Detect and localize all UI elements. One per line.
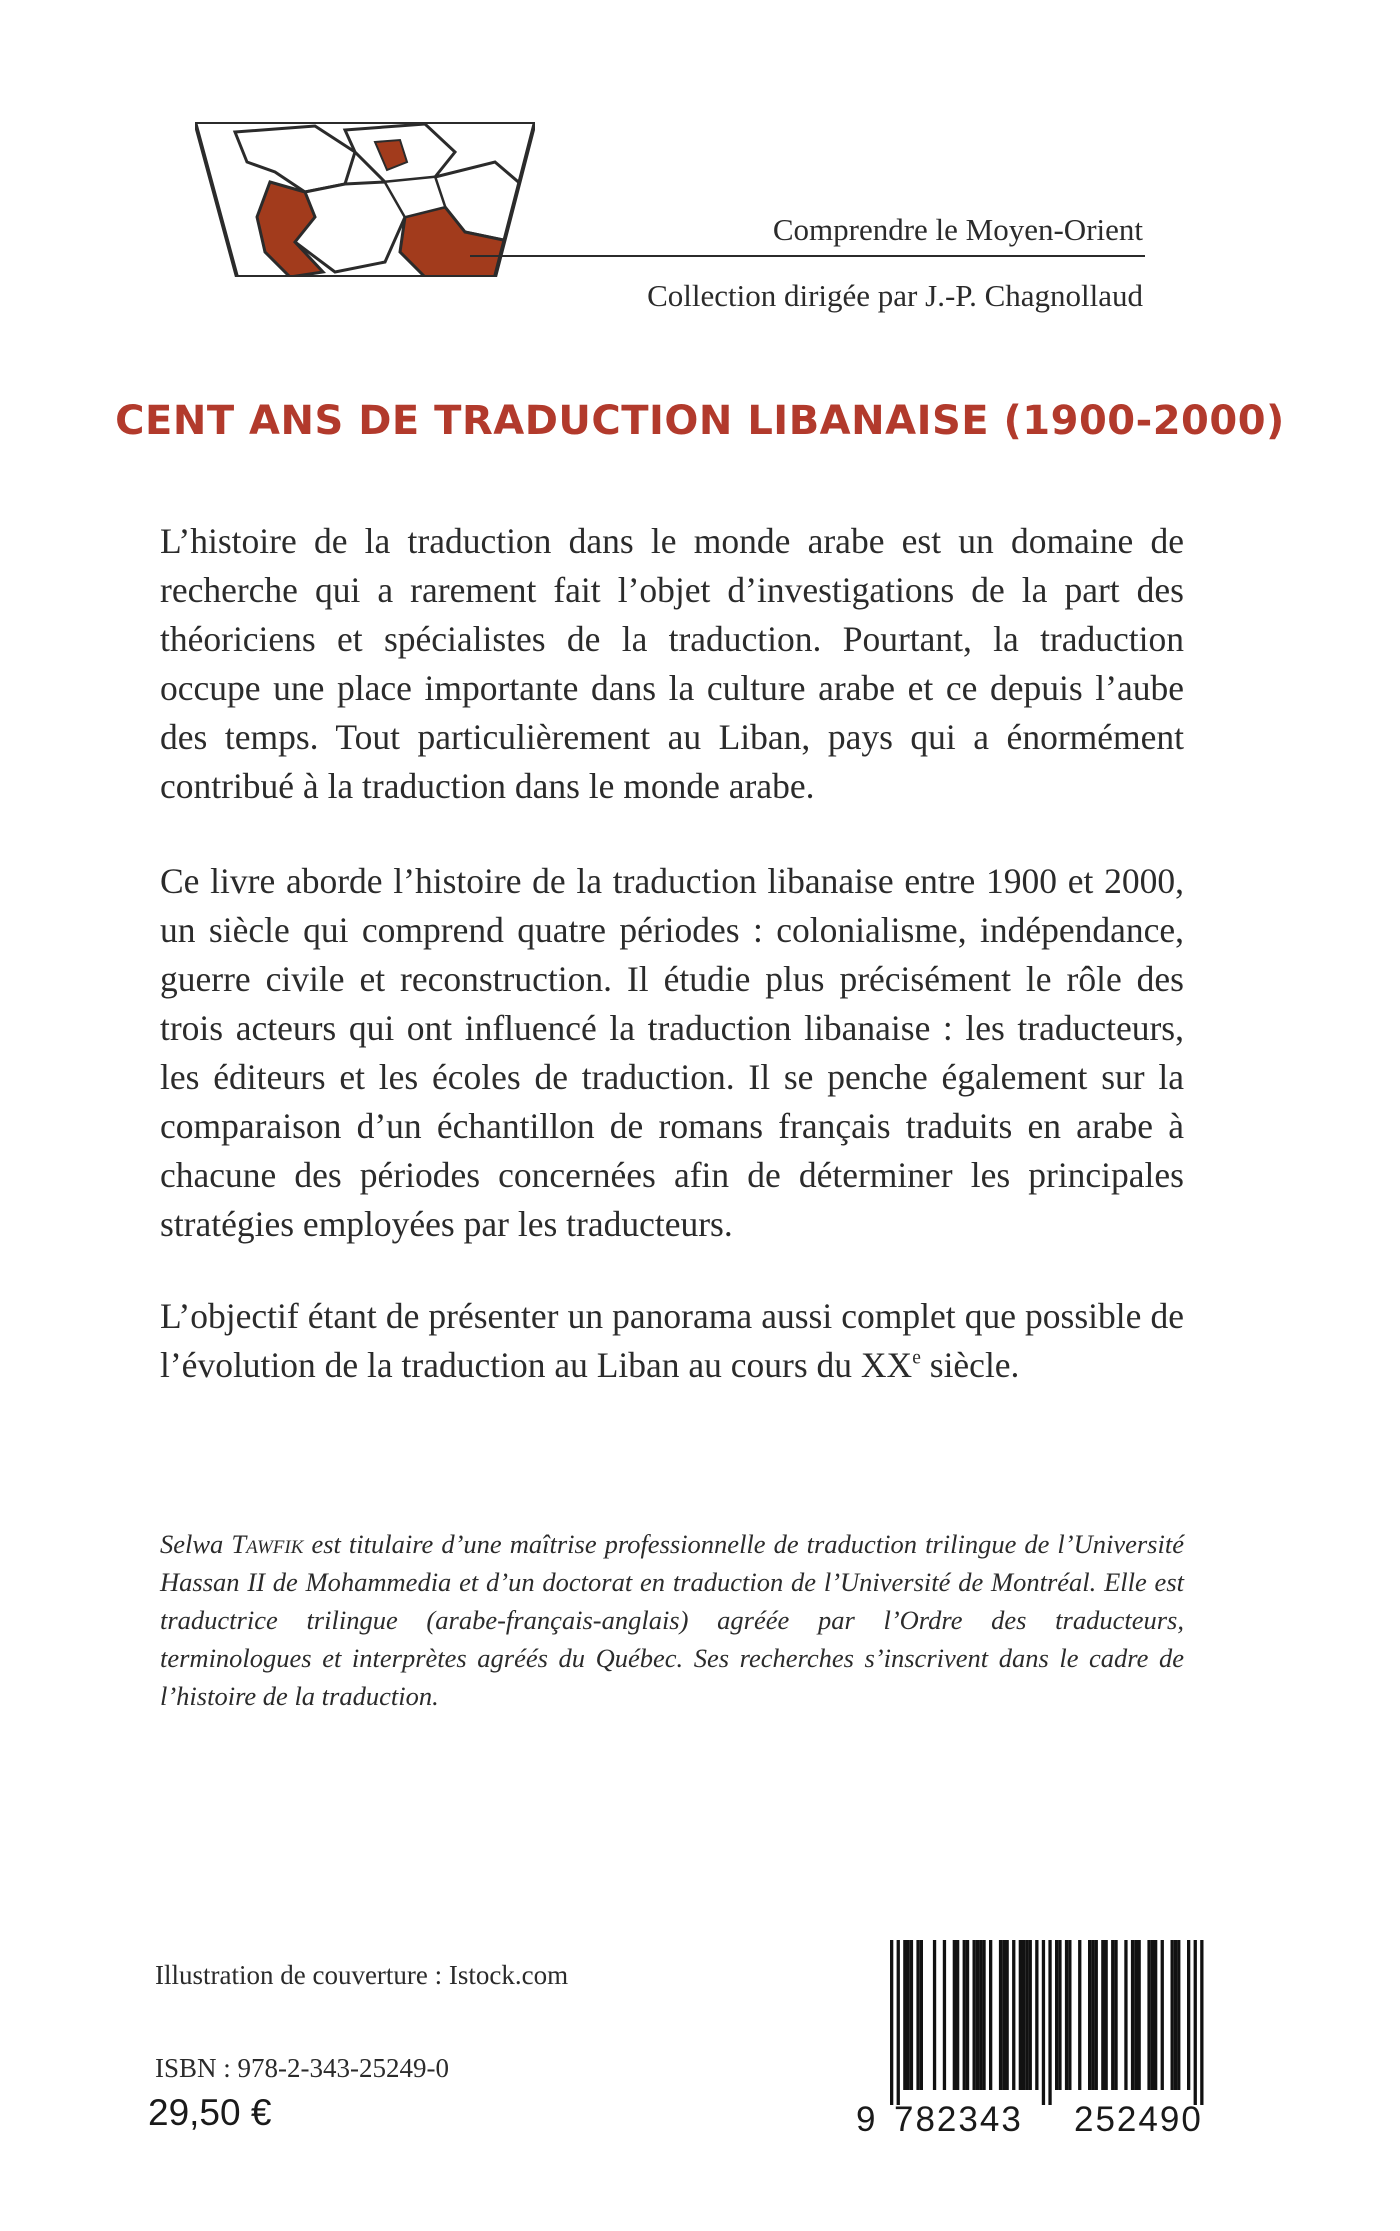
barcode-bar [1177,1940,1180,2090]
price: 29,50 € [148,2092,272,2133]
barcode-bar [1114,1940,1117,2090]
barcode-bar [1105,1940,1108,2090]
barcode-bar [1078,1940,1081,2090]
barcode-bar [897,1940,900,2105]
barcode-bar [1171,1940,1174,2090]
barcode-bar [1154,1940,1157,2090]
summary-paragraph-3 [160,1292,1184,1390]
barcode-bar [1161,1940,1164,2090]
barcode-bar [979,1940,982,2090]
barcode-bar [1065,1940,1068,2090]
barcode-bar [956,1940,959,2090]
barcode-bar [943,1940,946,2090]
barcode-bar [1138,1940,1141,2090]
barcode-bar [933,1940,936,2090]
barcode-bar [907,1940,910,2090]
series-name: Comprendre le Moyen-Orient [772,212,1143,247]
barcode-bar [1042,1940,1045,2105]
century-superscript: e [912,1347,921,1369]
barcode-bar [1088,1940,1091,2090]
barcode-bar [1111,1940,1114,2090]
barcode-digits [852,2100,1250,2148]
barcode-bar [1055,1940,1058,2090]
barcode-bar [999,1940,1002,2090]
barcode-bar [966,1940,969,2090]
barcode-bar [1019,1940,1022,2090]
barcode-bar [1131,1940,1134,2090]
barcode-bar [1002,1940,1005,2090]
header-rule [470,255,1145,257]
barcode-bar [976,1940,979,2090]
barcode-bar [920,1940,923,2090]
middle-east-map-logo [195,122,535,277]
barcode-left-group: 782343 [894,2100,1023,2139]
barcode-bar [953,1940,956,2090]
author-bio-text: est titulaire d’une maîtrise professionnelle de traduction trilingue de l’Université Hassan II de Mohammedia et d’un doctorat en traduction de l’Université de Montréal. Elle est traductrice trilingue (arabe-français-anglais) agréée par l’Ordre des traducteurs, terminologues et interprètes agréés du Québec. Ses recherches s’inscrivent dans le cadre de l’histoire de la traduction. [160,1529,1184,1711]
barcode-bar [916,1940,919,2090]
barcode-bar [1048,1940,1051,2105]
barcode [852,1940,1250,2158]
author-surname: Tawfik [231,1529,304,1559]
barcode-bar [1025,1940,1028,2090]
book-title: CENT ANS DE TRADUCTION LIBANAISE (1900-2000) [115,398,1285,444]
barcode-bar [1147,1940,1150,2090]
barcode-bar [1006,1940,1009,2090]
barcode-bar [1035,1940,1038,2090]
century-numeral: XX [860,1345,913,1385]
barcode-bar [1029,1940,1032,2090]
barcode-bar [1134,1940,1137,2090]
series-editor: Collection dirigée par J.-P. Chagnollaud [647,278,1143,313]
summary-paragraph-3-text: L’objectif étant de présenter un panorama aussi complet que possible de l’évolution de la traduction au Liban au cours du [160,1296,1184,1385]
barcode-right-group: 252490 [1074,2100,1203,2139]
isbn: ISBN : 978-2-343-25249-0 [155,2053,449,2083]
barcode-bar [1091,1940,1094,2090]
barcode-first-digit: 9 [856,2100,876,2139]
barcode-bar [1101,1940,1104,2090]
barcode-bar [1095,1940,1098,2090]
barcode-bar [1200,1940,1203,2105]
barcode-bar [1174,1940,1177,2090]
author-first-name: Selwa [160,1529,224,1559]
barcode-bar [1012,1940,1015,2090]
cover-credit: Illustration de couverture : Istock.com [155,1960,569,1990]
barcode-bars [852,1940,1250,2105]
barcode-bar [1187,1940,1190,2090]
barcode-bar [973,1940,976,2090]
barcode-bar [1058,1940,1061,2090]
barcode-bar [963,1940,966,2090]
summary-paragraph-3-end: siècle. [920,1345,1020,1385]
barcode-bar [903,1940,906,2090]
barcode-bar [1124,1940,1127,2090]
barcode-bar [1194,1940,1197,2105]
barcode-bar [1151,1940,1154,2090]
barcode-bar [1068,1940,1071,2090]
barcode-bar [890,1940,893,2105]
barcode-bar [910,1940,913,2090]
summary-paragraph-2: Ce livre aborde l’histoire de la traduction libanaise entre 1900 et 2000, un siècle qui comprend quatre périodes : colonialisme, indépendance, guerre civile et reconstruction. Il étudie plus précisément le rôle des trois acteurs qui ont influencé la traduction libanaise : les traducteurs, les éditeurs et les écoles de traduction. Il se penche également sur la comparaison d’un échantillon de romans français traduits en arabe à chacune des périodes concernées afin de déterminer les principales stratégies employées par les traducteurs. [160,861,1184,1244]
summary-paragraph-1: L’histoire de la traduction dans le monde arabe est un domaine de recherche qui a rarement fait l’objet d’investigations de la part des théoriciens et spécialistes de la traduction. Pourtant, la traduction occupe une place importante dans la culture arabe et ce depuis l’aube des temps. Tout particulièrement au Liban, pays qui a énormément contribué à la traduction dans le monde arabe. [160,521,1184,806]
barcode-bar [982,1940,985,2090]
barcode-bar [989,1940,992,2090]
barcode-bar [1022,1940,1025,2090]
author-bio [160,1525,1184,1715]
